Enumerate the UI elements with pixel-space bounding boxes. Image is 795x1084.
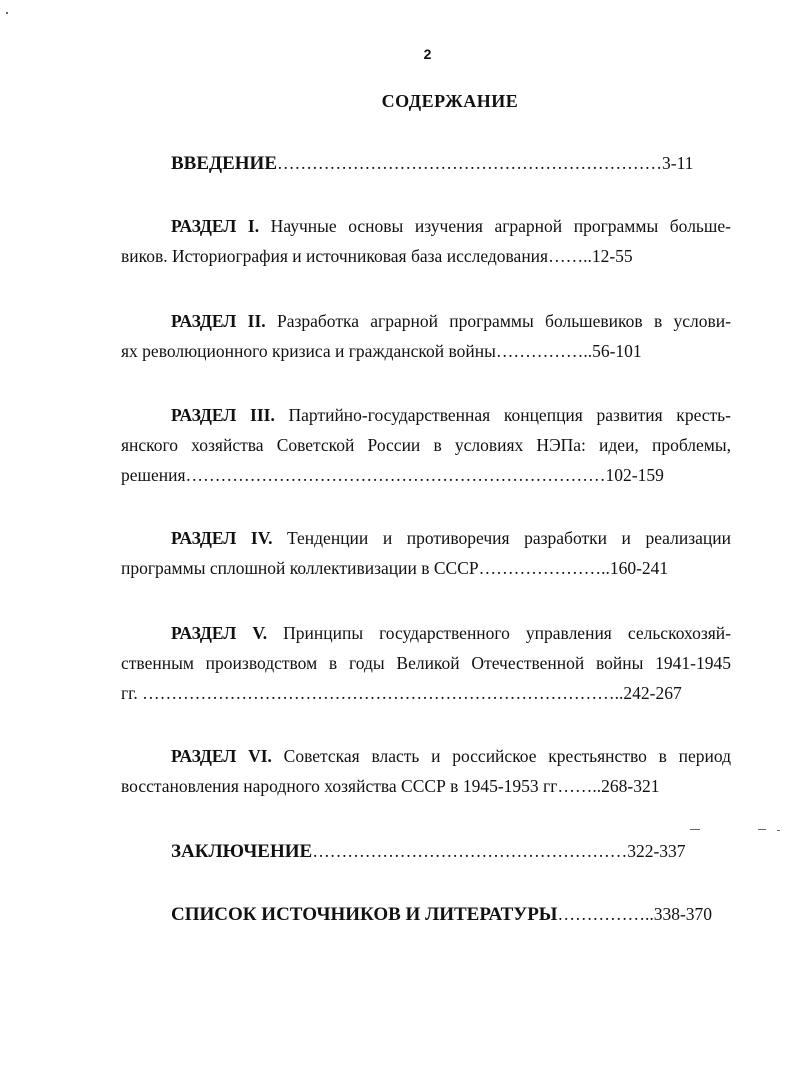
section-4-line2: программы сплошной коллективизации в СССР [121,558,479,578]
section-2-pages: 56-101 [592,341,642,361]
toc-entry-section-5[interactable] [121,618,731,708]
intro-label: ВВЕДЕНИЕ [171,153,277,174]
toc-entry-sources[interactable] [121,899,731,930]
section-4-line1: Тенденции и противоречия разработки и реализации [272,528,731,548]
section-6-dots: …….. [557,776,602,796]
section-3-line1: Партийно-государственная концепция развития кресть- [274,405,731,425]
toc-title: СОДЕРЖАНИЕ [381,91,519,111]
section-1-line2: виков. Историография и источниковая база исследования [121,246,549,266]
section-4-dots: ………………….. [478,558,610,578]
section-6-pages: 268-321 [601,776,660,796]
sources-label: СПИСОК ИСТОЧНИКОВ И ЛИТЕРАТУРЫ [171,904,558,925]
section-5-label: РАЗДЕЛ V. [171,623,268,643]
section-3-line2: янского хозяйства Советской России в условиях НЭПа: идеи, проблемы, [121,435,731,455]
toc-entry-section-4[interactable] [121,523,731,583]
scan-speck [758,829,766,830]
section-6-label: РАЗДЕЛ VI. [171,746,272,766]
section-5-line2: ственным производством в годы Великой Отечественной войны 1941-1945 [121,653,731,673]
section-4-pages: 160-241 [609,558,669,578]
section-3-dots: ……………………………………………………………… [185,465,606,485]
page-number: 2 [423,46,432,62]
toc-entry-conclusion[interactable] [121,836,731,867]
section-1-line1: Научные основы изучения аграрной программы больше- [259,216,731,236]
toc-entry-section-1[interactable] [121,211,731,271]
section-3-pages: 102-159 [605,465,664,485]
intro-dots: ………………………………………………………… [277,153,662,173]
sources-pages: 338-370 [653,904,713,924]
section-2-line2: ях революционного кризиса и гражданской войны [121,341,496,361]
scan-speck [6,12,8,14]
intro-pages: 3-11 [662,153,694,173]
section-4-label: РАЗДЕЛ IV. [171,528,273,548]
toc-entry-section-3[interactable] [121,400,731,490]
section-1-label: РАЗДЕЛ I. [171,216,260,236]
section-5-line3: гг. [121,683,138,703]
section-2-label: РАЗДЕЛ II. [171,311,266,331]
conclusion-pages: 322-337 [627,841,686,861]
section-5-dots: ……………………………………………………………………….. [137,683,624,703]
scan-speck [777,830,780,831]
conclusion-label: ЗАКЛЮЧЕНИЕ [171,841,313,862]
sources-dots: …………….. [557,904,654,924]
section-3-label: РАЗДЕЛ III. [171,405,275,425]
section-3-line3: решения [121,465,186,485]
section-6-line1: Советская власть и российское крестьянство в период [271,746,732,766]
scan-speck [690,829,700,830]
section-5-pages: 242-267 [623,683,682,703]
toc-entry-section-6[interactable] [121,741,731,801]
conclusion-dots: ……………………………………………… [312,841,628,861]
section-2-line1: Разработка аграрной программы большевиков в услови- [265,311,731,331]
section-2-dots: …………….. [495,341,593,361]
section-6-line2: восстановления народного хозяйства СССР в 1945-1953 гг [121,776,558,796]
section-5-line1: Принципы государственного управления сельскохозяй- [267,623,731,643]
section-1-pages: 12-55 [591,246,633,266]
section-1-dots: …….. [548,246,592,266]
toc-entry-section-2[interactable] [121,306,731,366]
toc-entry-intro[interactable] [121,148,731,179]
